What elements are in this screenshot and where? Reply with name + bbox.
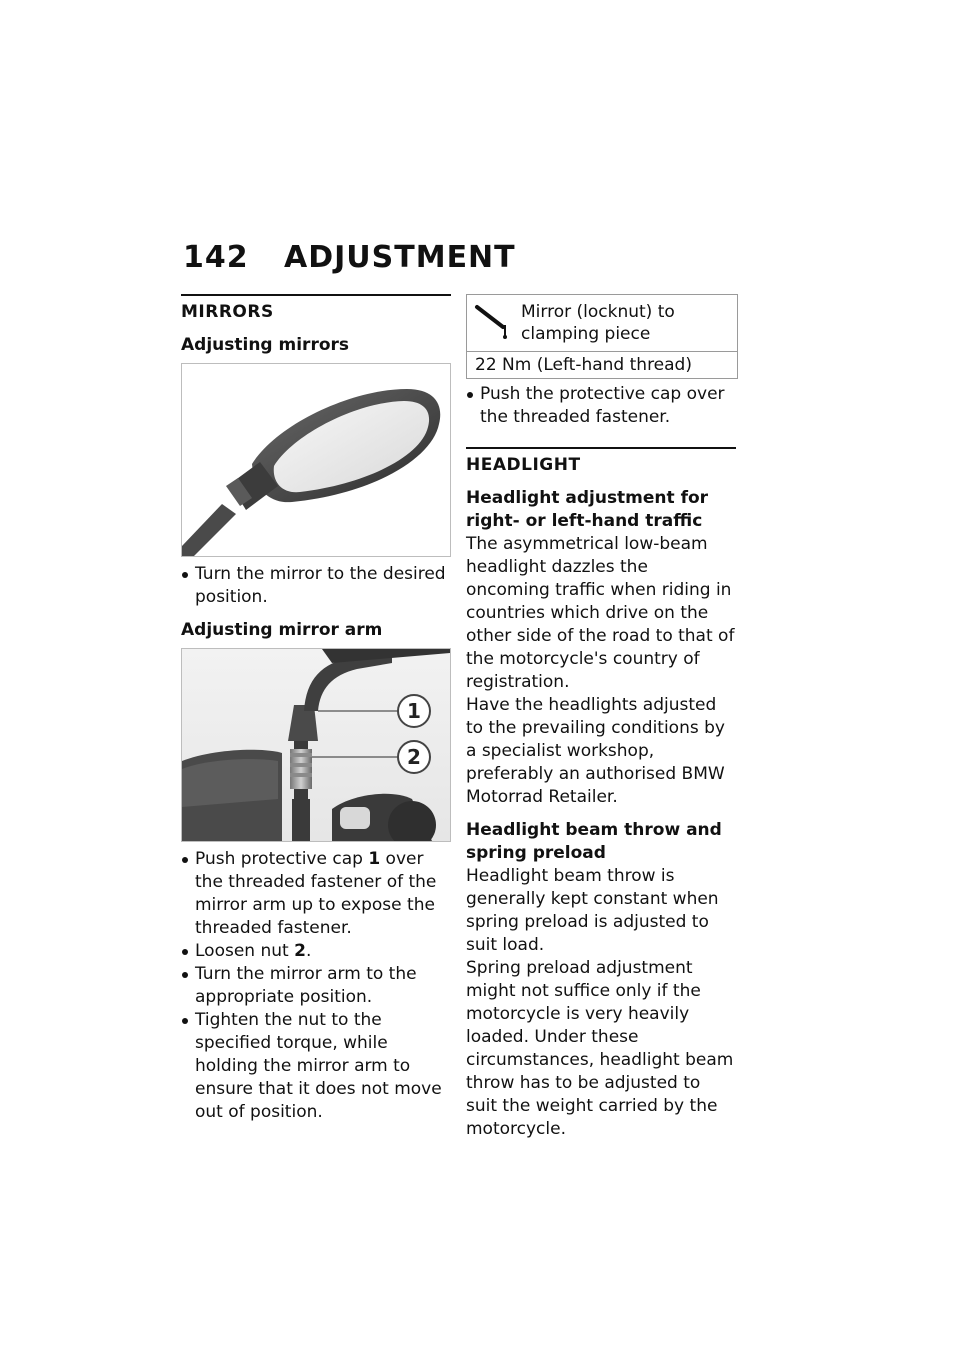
left-column: [181, 294, 451, 1134]
torque-spec-value: 22 Nm (Left-hand thread): [475, 355, 692, 375]
torque-spec-header: [467, 295, 737, 352]
section-divider: [466, 447, 736, 449]
mirror-photo: [181, 363, 451, 557]
chapter-title: ADJUSTMENT: [284, 240, 516, 275]
part-reference: 1: [368, 849, 381, 869]
list-item: Push the protective cap over the threaded fastener.: [466, 383, 736, 429]
mirror-arm-illustration: [182, 649, 450, 841]
list-item: [181, 848, 451, 940]
subsection-title-adjusting-mirrors: Adjusting mirrors: [181, 335, 350, 355]
mirror-arm-photo: [181, 648, 451, 842]
right-column: [466, 294, 736, 1151]
paragraph: Spring preload adjustment might not suffice only if the motorcycle is very heavily loaded. Under these circumstances, headlight beam throw has to be adjusted to suit the weight carried by the motorcycle.: [466, 958, 734, 1139]
torque-spec-label: Mirror (locknut) to clamping piece: [521, 302, 675, 344]
section-title-headlight: HEADLIGHT: [466, 455, 581, 475]
paragraph: Headlight beam throw is generally kept constant when spring preload is adjusted to suit load.: [466, 866, 719, 955]
callout-label-2: 2: [407, 745, 421, 769]
step-text: Push protective cap: [195, 849, 369, 869]
subsection-title-adjusting-mirror-arm: Adjusting mirror arm: [181, 620, 383, 640]
mirror-arm-steps: [181, 848, 451, 1124]
torque-spec-table: [466, 294, 738, 379]
subsection-title-headlight-traffic: Headlight adjustment for right- or left-hand traffic: [466, 488, 709, 531]
mirror-illustration: [182, 364, 450, 556]
page-number: 142: [183, 240, 249, 275]
paragraph: Have the headlights adjusted to the prevailing conditions by a specialist workshop, preferably an authorised BMW Motorrad Retailer.: [466, 695, 725, 807]
protective-cap-steps: [466, 383, 736, 429]
section-divider: [181, 294, 451, 296]
callout-label-1: 1: [407, 699, 421, 723]
subsection-title-beam-throw: Headlight beam throw and spring preload: [466, 820, 722, 863]
step-text: over the threaded fastener of the mirror arm up to expose the threaded fastener.: [195, 849, 437, 938]
list-item: [181, 940, 451, 963]
torque-wrench-icon: [473, 301, 513, 341]
mirror-steps: [181, 563, 451, 609]
list-item: Turn the mirror to the desired position.: [181, 563, 451, 609]
step-text: .: [305, 941, 312, 961]
part-reference: 2: [294, 941, 306, 961]
list-item: Turn the mirror arm to the appropriate position.: [181, 963, 451, 1009]
step-text: Loosen nut: [195, 941, 295, 961]
list-item: Tighten the nut to the specified torque, while holding the mirror arm to ensure that it does not move out of position.: [181, 1009, 451, 1124]
paragraph: The asymmetrical low-beam headlight dazzles the oncoming traffic when riding in countries which drive on the other side of the road to that of the motorcycle's country of registration.: [466, 534, 735, 692]
section-title-mirrors: MIRRORS: [181, 302, 274, 322]
